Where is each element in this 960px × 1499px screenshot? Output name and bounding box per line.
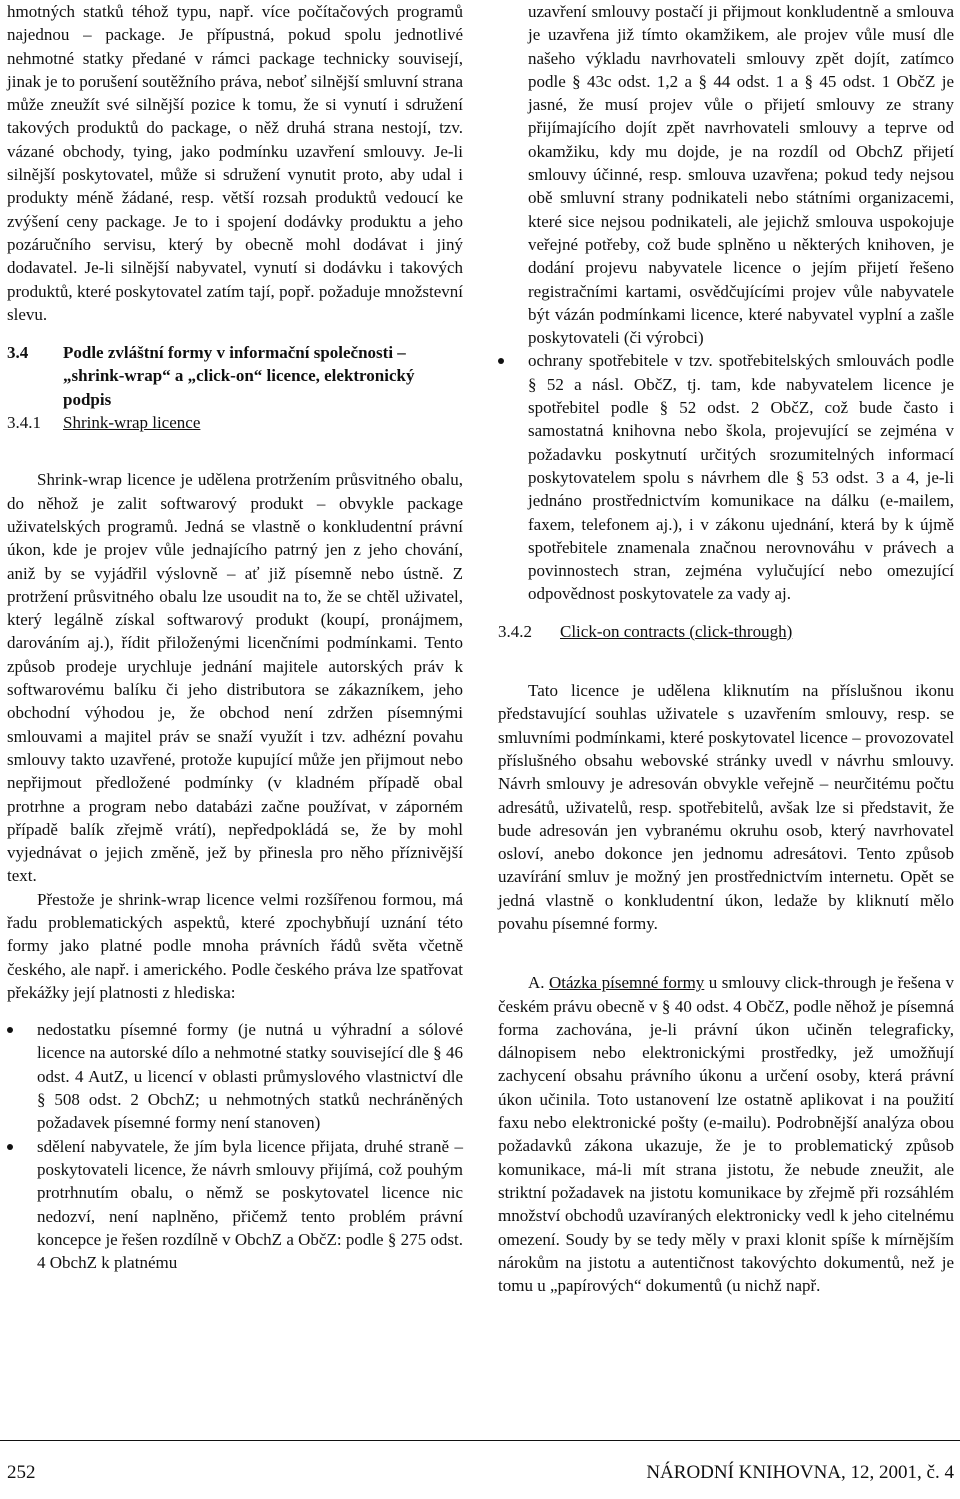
subsection-number: 3.4.1	[7, 413, 41, 433]
list-item	[7, 1135, 463, 1275]
list-item-text: ochrany spotřebitele v tzv. spotřebitelských smlouvách podle § 52 a násl. ObčZ, tj. tam, kde nabyvatelem licence je spotřebitel podle § 52 odst. 2 ObčZ, což bude často i samostatná knihovna nebo škola, projevující se zejména v požadavku poskytnutí určitých srozumitelných informací poskytovatelem spolu s návrhem dle § 53 odst. 3 a 4, je-li jednáno prostřednictvím komunikace na dálku (e-mailem, faxem, telefonem aj.), i v zákonu ujednání, která by k újmě spotřebitele znamenala značnou nerovnováhu v právech a povinnostech stran, zejména vylučující nebo omezující odpovědnost poskytovatele za vady aj.	[528, 351, 954, 604]
point-a-text: u smlouvy click-through je řešena v českém právu obecně v § 40 odst. 4 ObčZ, podle něhož je písemná forma zachována, je-li právní úkon učiněn telegraficky, dálnopisem nebo elektronickými prostředky, jež umožňují zachycení obsahu právního úkonu a určení osoby, která právní úkon učinila. Toto ustanovení lze ostatně aplikovat i na použití faxu nebo elektronické pošty (e-mailu). Podrobnější analýza obou požadavků zákona ukazuje, že je to problematický způsob komunikace, má-li mít strana jistotu, že nebude zneužit, ale striktní požadavek na jistotu komunikace by zřejmě při rozsáhlém množství obchodů uzavíraných elektronicky vedl k jeho citelnému omezení. Soudy by se tedy měly v praxi klonit spíše k mírnějším nárokům na jistotu a autentičnost takovýchto dokumentů, než je tomu u „papírových“ dokumentů (u nichž např.	[498, 973, 955, 1296]
subsection-heading	[498, 620, 954, 643]
subsection-title: Shrink-wrap licence	[63, 413, 201, 433]
subsection-title: Click-on contracts (click-through)	[560, 621, 793, 641]
journal-info: NÁRODNÍ KNIHOVNA, 12, 2001, č. 4	[646, 1462, 954, 1483]
section-title: Podle zvláštní formy v informační společnosti – „shrink-wrap“ a „click-on“ licence, elektronický podpis	[63, 343, 415, 409]
subsection-number: 3.4.2	[498, 621, 532, 641]
section-heading	[7, 341, 463, 411]
list-item-continued	[498, 0, 954, 349]
bullet-icon	[498, 358, 504, 364]
page-number: 252	[7, 1462, 36, 1483]
list-item	[498, 349, 954, 605]
bullet-list	[7, 1018, 463, 1274]
list-item-text: uzavření smlouvy postačí ji přijmout konkludentně a smlouva je uzavřena již tímto okamžikem, ale projev vůle musí dle našeho výkladu navrhovateli smlouvy zpět dojít, zatímco podle § 43c odst. 1,2 a § 44 odst. 1 a § 45 odst. 1 ObčZ je jasné, že musí projev vůle o přijetí smlouvy ze strany přijímajícího dojít zpět navrhovateli smlouvy a teprve od okamžiku, kdy mu dojde, je na rozdíl od ObchZ přijetí smlouvy účinné, resp. smlouva uzavřena; pokud tedy nejsou obě smluvní strany podnikateli nebo státními organizacemi, které sice nejsou podnikateli, ale jejichž smlouva uspokojuje veřejné potřeby, což bude splněno u některých knihoven, je dodání projevu nabyvatele licence o jejím přijetí řešeno registračními kartami, osvědčujícími projev vůle nabyvatele být vázán podmínkami licence, které nabyvatel vyplní a zašle poskytovateli (či výrobci)	[528, 2, 954, 348]
bullet-icon	[7, 1027, 13, 1033]
bullet-list	[498, 0, 954, 606]
point-a-title: Otázka písemné formy	[549, 973, 705, 993]
subsection-heading	[7, 411, 463, 434]
list-item-text: nedostatku písemné formy (je nutná u výhradní a sólové licence na autorské dílo a nehmotné statky související dle § 46 odst. 4 AutZ, u licencí v oblasti průmyslového vlastnictví dle § 508 odst. 2 ObchZ; u nehmotných statků nechráněných požadavek písemné formy není stanoven)	[37, 1020, 463, 1133]
intro-paragraph: hmotných statků téhož typu, např. více počítačových programů najednou – package. Je přípustná, pokud spolu jednotlivé nehmotné statky předané v rámci package technicky souvisejí, jinak je to porušení soutěžního práva, neboť silnější smluvní strana může zneužít své silnější pozice k tomu, že si vynutí i sdružení takových produktů do package, o něž druhá strana nestojí, tzv. vázané obchody, tying, jako podmínku uzavření smlouvy. Je-li silnější poskytovatel, může si sdružení vynutit proto, aby udal i produkty méně žádané, resp. větší rozsah produktů vedoucí ke zvýšení ceny package. Je to i spojení dodávky produktu a jeho pozáručního servisu, který by obecně mohl dodávat i jiný dodavatel. Je-li silnější nabyvatel, vynutí si dodávku i takových produktů, které poskytovatel zatím tají, popř. požaduje množstevní slevu.	[7, 2, 463, 324]
body-paragraph: Tato licence je udělena kliknutím na příslušnou ikonu představující souhlas uživatele s uzavřením smlouvy, resp. se smluvními podmínkami, které poskytovatel licence – provozovatel příslušného obsahu webovské stránky uvedl v návrhu smlouvy. Návrh smlouvy je adresován obvykle veřejně – neurčitému počtu adresátů, uživatelů, resp. spotřebitelů, avšak lze si představit, že bude adresován jen vybranému okruhu osob, který navrhovatel osloví, anebo dokonce jen jednomu adresátovi. Tento způsob uzavírání smluv je možný jen prostřednictvím internetu. Opět se jedná vlastně o konkludentní úkon, ledaže by kliknutí mělo povahu písemné formy.	[498, 681, 954, 933]
body-paragraph: Přestože je shrink-wrap licence velmi rozšířenou formou, má řadu problematických aspektů, které zpochybňují uznání této formy jako platné podle mnoha právních řádů světa včetně českého, ale např. i amerického. Podle českého práva lze spatřovat překážky její platnosti z hlediska:	[7, 889, 463, 1002]
point-a-paragraph	[498, 971, 954, 1297]
list-item	[7, 1018, 463, 1134]
right-column	[498, 0, 954, 1297]
body-paragraph: Shrink-wrap licence je udělena protržením průsvitného obalu, do něhož je zalit softwarový produkt – obvykle package uživatelských programů. Jedná se vlastně o konkludentní právní úkon, kde je projev vůle jednajícího patrný jen z jeho chování, aniž by se vyjádřil výslovně – ať již písemně nebo ústně. Z protržení průsvitného obalu lze usoudit na to, že se chtěl uživatel, který legálně získal softwarový produkt (koupí, pronájmem, darováním aj.), řídit přiloženými licenčními podmínkami. Tento způsob prodeje urychluje jednání majitele autorských práv k softwarovému balíku či jeho distributora se zákazníkem, jeho obchodní výhodou je, že obchod není zdržen písemnými smlouvami a majitel práv se snaží využít i tzv. adhézní povahu smlouvy takto uzavřené, protože kupující může jen přijmout nebo nepřijmout předložené podmínky (v kladném případě obal protrhne a program nebo databázi začne používat, v záporném případě balík zřejmě vrátí), nepředpokládá se, že by mohl vyjednávat o jejich změně, jež by přinesla pro něho příznivější text.	[7, 470, 463, 886]
point-a-label: A.	[528, 973, 545, 993]
list-item-text: sdělení nabyvatele, že jím byla licence přijata, druhé straně – poskytovateli licence, že návrh smlouvy přijímá, což pouhým protrhnutím obalu, o němž se poskytovatel licence nic nedozví, není naplněno, přičemž tento problém právní koncepce je řešen rozdílně v ObchZ a ObčZ: podle § 275 odst. 4 ObchZ k platnému	[37, 1136, 463, 1273]
bullet-icon	[7, 1144, 13, 1150]
left-column	[7, 0, 463, 1274]
footer-divider	[0, 1440, 960, 1441]
section-number: 3.4	[7, 343, 29, 363]
